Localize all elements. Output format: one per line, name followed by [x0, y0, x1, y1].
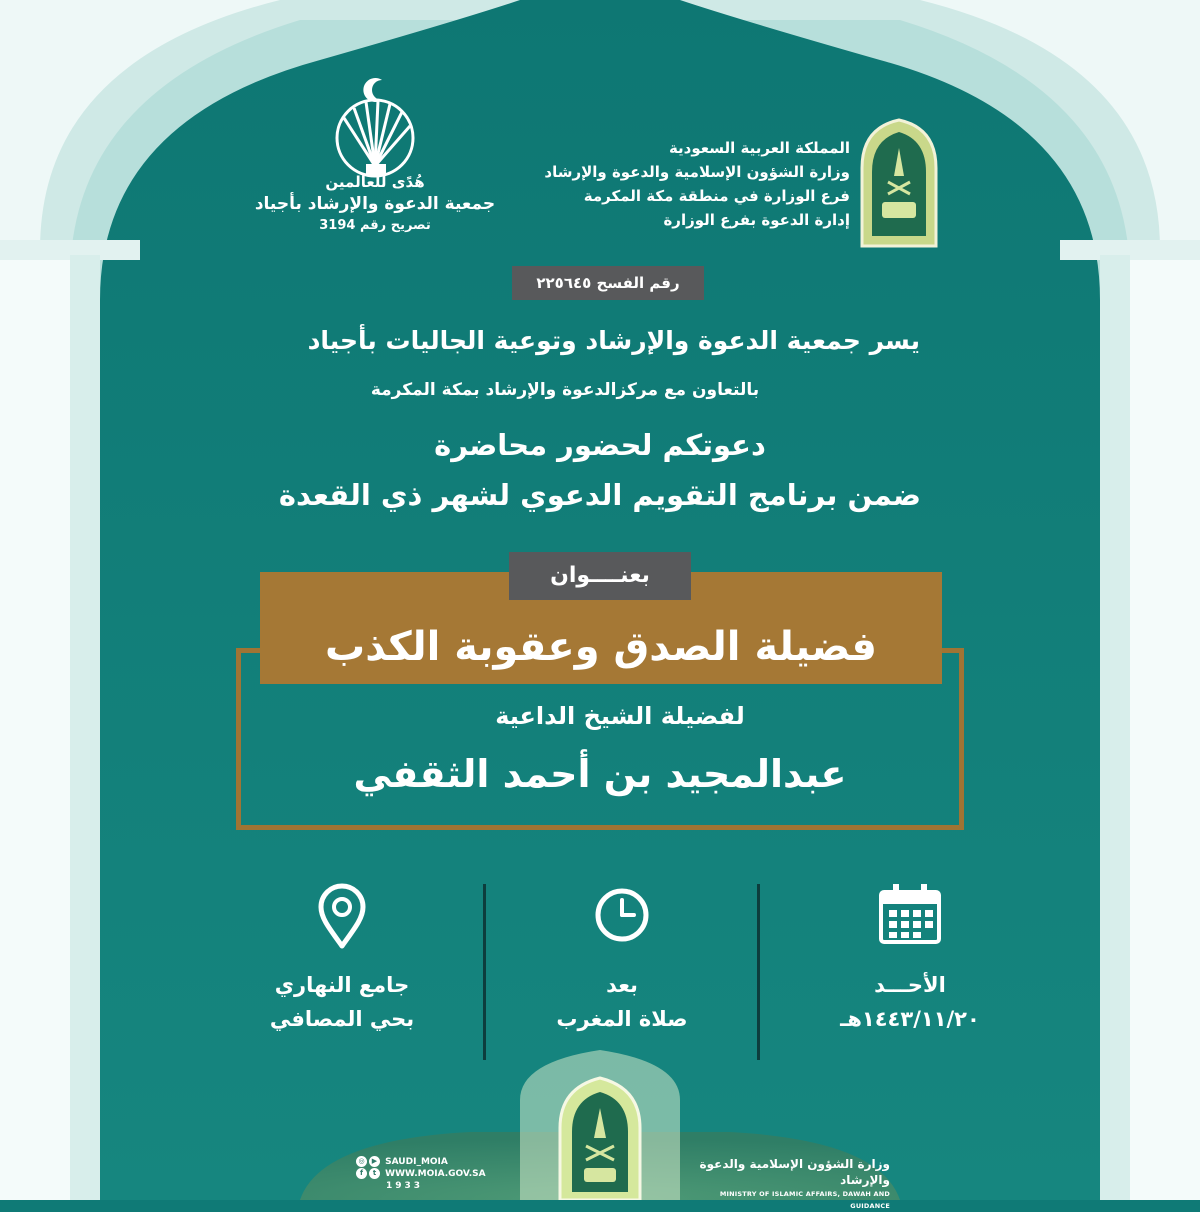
society-brand: هُدًى للعالمين — [325, 173, 425, 191]
footer-ministry-emblem-icon — [540, 1070, 660, 1200]
ministry-line-3: فرع الوزارة في منطقة مكة المكرمة — [583, 187, 850, 205]
footer-phone: 1933 — [386, 1181, 424, 1191]
speaker-name: عبدالمجيد بن أحمد الثقفي — [353, 752, 847, 796]
invitation-line-1: دعوتكم لحضور محاضرة — [434, 428, 766, 462]
time-line-2: صلاة المغرب — [556, 1007, 688, 1031]
society-header — [250, 172, 500, 236]
ministry-line-1: المملكة العربية السعودية — [668, 139, 850, 157]
time-line-1: بعد — [606, 973, 638, 997]
calendar-icon — [875, 880, 945, 950]
ministry-line-4: إدارة الدعوة بفرع الوزارة — [663, 211, 850, 229]
ministry-header — [520, 136, 850, 232]
divider — [483, 884, 486, 1060]
intro-line-2: بالتعاون مع مركزالدعوة والإرشاد بمكة المكرمة — [370, 380, 760, 400]
footer-handle: SAUDI_MOIA — [385, 1157, 448, 1167]
divider — [757, 884, 760, 1060]
twitter-icon: t — [369, 1168, 380, 1179]
footer-contacts — [356, 1156, 526, 1192]
date-info — [790, 880, 1030, 1036]
speaker-label: لفضيلة الشيخ الداعية — [495, 702, 745, 730]
lecture-title: فضيلة الصدق وعقوبة الكذب — [325, 624, 877, 670]
ministry-emblem-icon — [858, 118, 940, 248]
instagram-icon: ◎ — [356, 1156, 367, 1167]
society-name: جمعية الدعوة والإرشاد بأجياد — [254, 194, 496, 214]
intro-line-1: يسر جمعية الدعوة والإرشاد وتوعية الجاليات بأجياد — [307, 326, 920, 355]
permit-number-badge: رقم الفسح ٢٢٥٦٤٥ — [512, 266, 704, 300]
place-line-1: جامع النهاري — [274, 973, 410, 997]
facebook-icon: f — [356, 1168, 367, 1179]
date-day: الأحـــد — [874, 973, 946, 997]
clock-icon — [587, 880, 657, 950]
location-pin-icon — [307, 880, 377, 950]
date-value: ١٤٤٣/١١/٢٠هـ — [840, 1007, 980, 1031]
footer-ministry-en: MINISTRY OF ISLAMIC AFFAIRS, DAWAH AND GUIDANCE — [719, 1190, 890, 1210]
footer-website: WWW.MOIA.GOV.SA — [385, 1169, 486, 1179]
footer-ministry — [680, 1156, 890, 1212]
subject-label: بعنــــوان — [509, 552, 691, 600]
ministry-line-2: وزارة الشؤون الإسلامية والدعوة والإرشاد — [544, 163, 850, 181]
place-info — [222, 880, 462, 1036]
society-license: تصريح رقم 3194 — [319, 218, 431, 233]
youtube-icon: ▶ — [369, 1156, 380, 1167]
invitation-line-2: ضمن برنامج التقويم الدعوي لشهر ذي القعدة — [278, 478, 922, 512]
place-line-2: بحي المصافي — [269, 1007, 415, 1031]
footer-ministry-ar: وزارة الشؤون الإسلامية والدعوة والإرشاد — [699, 1157, 890, 1187]
time-info — [502, 880, 742, 1036]
